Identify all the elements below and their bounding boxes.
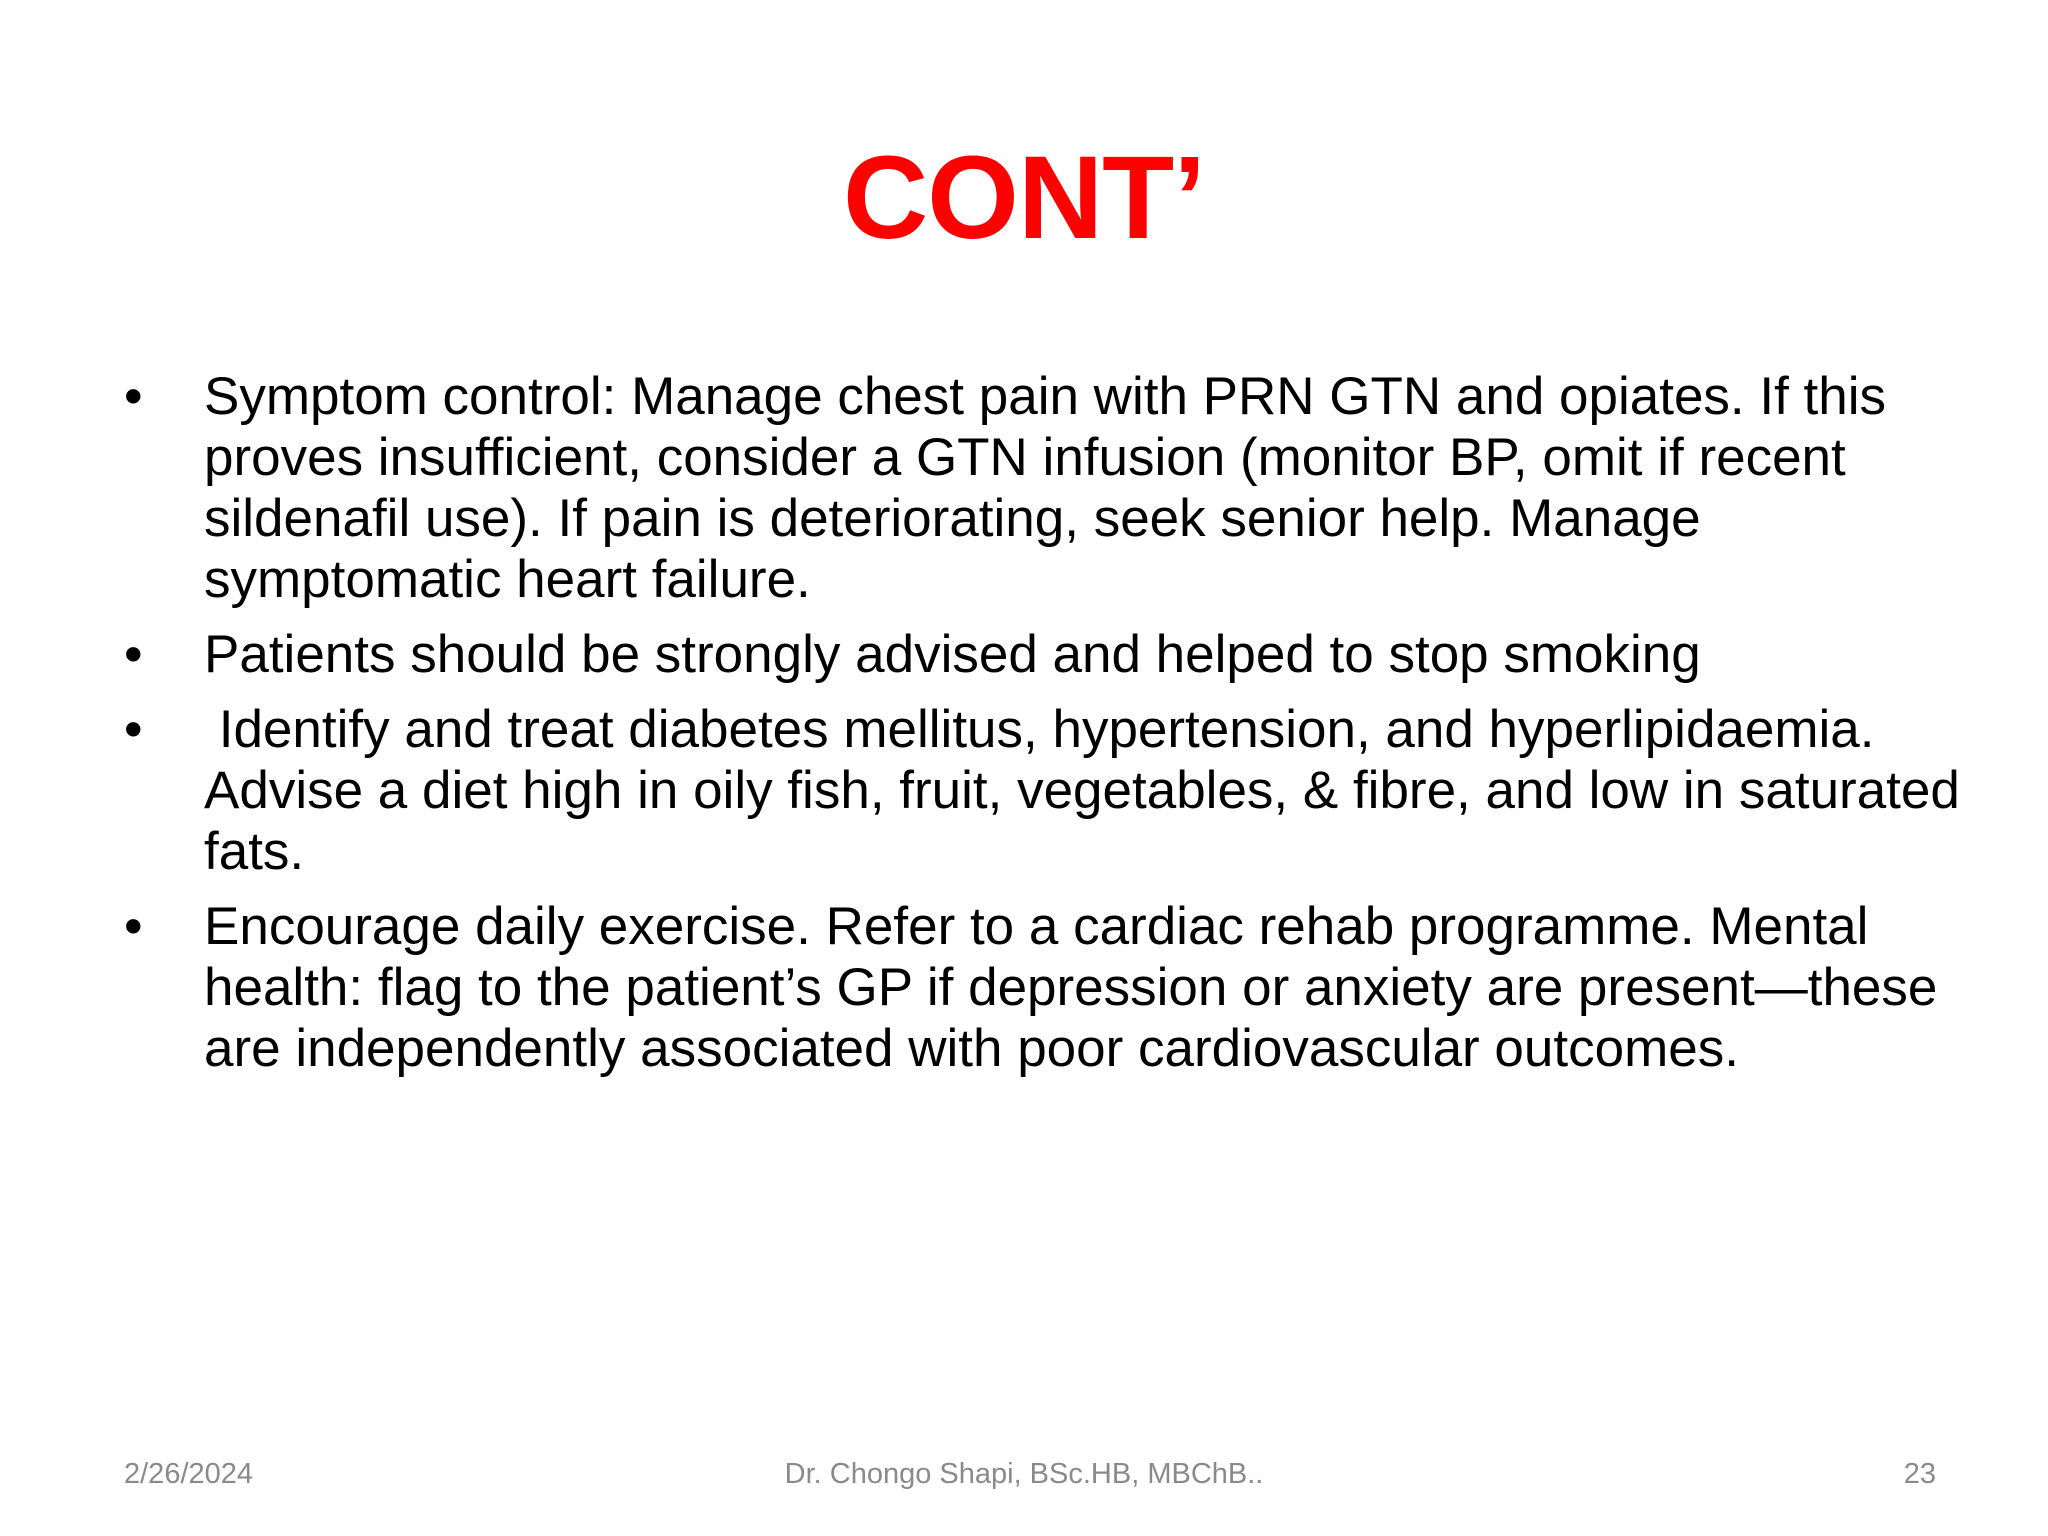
bullet-item bbox=[110, 699, 1975, 882]
bullet-icon: • bbox=[124, 367, 143, 426]
footer-date: 2/26/2024 bbox=[124, 1458, 254, 1490]
bullet-icon: • bbox=[124, 897, 143, 956]
bullet-item bbox=[110, 624, 1960, 685]
bullet-text: Symptom control: Manage chest pain with PRN GTN and opiates. If this proves insufficient, consider a GTN infusion (monitor BP, omit if recent sildenafil use). If pain is deteriorating, seek senior help. Manage symptomatic heart failure. bbox=[204, 367, 1887, 609]
bullet-text: Identify and treat diabetes mellitus, hypertension, and hyperlipidaemia. Advise a diet high in oily fish, fruit, vegetables, & fibre, and low in saturated fats. bbox=[204, 700, 1975, 881]
footer-author: Dr. Chongo Shapi, BSc.HB, MBChB.. bbox=[784, 1458, 1264, 1490]
bullet-item bbox=[110, 366, 1960, 610]
bullet-text: Encourage daily exercise. Refer to a cardiac rehab programme. Mental health: flag to the patient’s GP if depression or anxiety are present—these are independently associated with poor cardiovascular outcomes. bbox=[204, 897, 1938, 1078]
bullet-icon: • bbox=[124, 625, 143, 684]
slide-title: CONT’ bbox=[842, 132, 1206, 264]
bullet-icon: • bbox=[124, 700, 143, 759]
bullet-list bbox=[110, 366, 1975, 1093]
bullet-text: Patients should be strongly advised and helped to stop smoking bbox=[204, 625, 1701, 684]
page-number: 23 bbox=[1903, 1458, 1936, 1490]
bullet-item bbox=[110, 896, 1960, 1079]
